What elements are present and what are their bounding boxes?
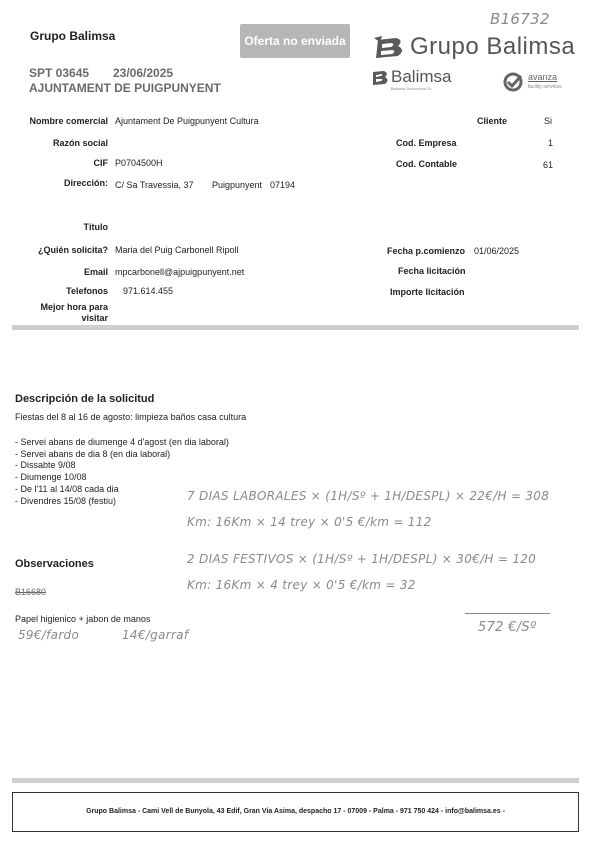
struck-code: B16680: [15, 587, 47, 597]
cliente-value: Si: [544, 116, 553, 126]
fecha-comienzo-label: Fecha p.comienzo: [387, 246, 466, 256]
cod-empresa-value: 1: [548, 138, 554, 148]
handwritten-line-4: Km: 16Km × 4 trey × 0'5 €/km = 32: [187, 578, 416, 592]
telefonos-value: 971.614.455: [123, 286, 174, 296]
cif-value: P0704500H: [115, 158, 163, 168]
observaciones-title: Observaciones: [15, 558, 94, 570]
bottom-separator-bar: [12, 778, 579, 783]
papel-price: 59€/fardo: [18, 628, 80, 642]
avanza-text: avanza: [528, 72, 558, 82]
jabon-price: 14€/garraf: [122, 628, 189, 642]
footer-box: [12, 792, 579, 832]
direccion-city: Puigpunyent: [212, 180, 263, 190]
balimsa-logo-icon: [368, 34, 408, 60]
papel-text: Papel higienico + jabon de manos: [15, 614, 151, 624]
quien-label: ¿Quién solicita?: [37, 245, 108, 255]
direccion-cp: 07194: [270, 180, 296, 190]
razon-label: Razón social: [52, 138, 108, 148]
avanza-sub: facility services: [528, 84, 562, 90]
status-badge: Oferta no enviada: [240, 24, 350, 58]
ref-code: SPT 03645: [29, 66, 90, 80]
nombre-value: Ajuntament De Puigpunyent Cultura: [115, 116, 259, 126]
avanza-logo-icon: [503, 72, 525, 92]
importe-licitacion-label: Importe licitación: [390, 287, 465, 297]
quien-value: Maria del Puig Carbonell Ripoll: [115, 245, 239, 255]
nombre-label: Nombre comercial: [29, 116, 108, 126]
separator-bar: [12, 325, 579, 330]
logo-small-text: Balimsa: [391, 67, 452, 86]
descripcion-summary: Fiestas del 8 al 16 de agosto: limpieza baños casa cultura: [15, 412, 247, 422]
list-item: - Divendres 15/08 (festiu): [15, 495, 117, 506]
handwritten-line-1: 7 DIAS LABORALES × (1H/Sº + 1H/DESPL) × 22€/H = 308: [187, 489, 550, 503]
cod-contable-value: 61: [543, 160, 554, 170]
handwritten-line-2: Km: 16Km × 14 trey × 0'5 €/km = 112: [187, 515, 432, 529]
balimsa-small-logo-icon: [370, 70, 390, 86]
handwritten-total: 572 €/Sº: [478, 620, 537, 635]
descripcion-title: Descripción de la solicitud: [15, 393, 155, 405]
telefonos-label: Telefonos: [66, 286, 108, 296]
logo-text: Grupo Balimsa: [410, 33, 576, 60]
cod-empresa-label: Cod. Empresa: [396, 138, 457, 148]
handwritten-ref: B16732: [490, 10, 550, 28]
titulo-label: Título: [83, 222, 108, 232]
total-underline: [465, 613, 550, 614]
direccion-label: Dirección:: [63, 178, 108, 188]
mejor-hora-label-2: visitar: [81, 313, 108, 323]
client-name-heading: AJUNTAMENT DE PUIGPUNYENT: [29, 81, 221, 95]
fecha-licitacion-label: Fecha licitación: [398, 266, 466, 276]
handwritten-line-3: 2 DIAS FESTIVOS × (1H/Sº + 1H/DESPL) × 30€/H = 120: [187, 552, 537, 566]
list-item: - Servei abans de diumenge 4 d'agost (en dia laboral): [15, 437, 229, 447]
list-item: - Dissabte 9/08: [15, 460, 76, 471]
list-item: - Diumenge 10/08: [15, 472, 87, 483]
list-item: - Servei abans de dia 8 (en dia laboral): [15, 448, 171, 459]
email-label: Email: [83, 267, 108, 277]
footer-text: Grupo Balimsa - Cami Vell de Bunyola, 43 Edif, Gran Via Asima, despacho 17 - 07009 - Palma - 971 750 424 - info@balimsa.es -: [86, 808, 505, 815]
list-item: - De l'11 al 14/08 cada dia: [15, 483, 119, 494]
logo-small-sub: Balimsa Soluciones SL: [391, 86, 432, 91]
cliente-label: Cliente: [477, 116, 508, 126]
cif-label: CIF: [93, 158, 108, 168]
cod-contable-label: Cod. Contable: [396, 159, 457, 169]
mejor-hora-label-1: Mejor hora para: [40, 302, 108, 312]
fecha-comienzo-value: 01/06/2025: [474, 246, 520, 256]
email-value: mpcarbonell@ajpuigpunyent.net: [115, 267, 245, 277]
header-date: 23/06/2025: [113, 66, 174, 80]
company-name: Grupo Balimsa: [30, 29, 116, 43]
direccion-value: C/ Sa Travessia, 37: [115, 180, 194, 190]
